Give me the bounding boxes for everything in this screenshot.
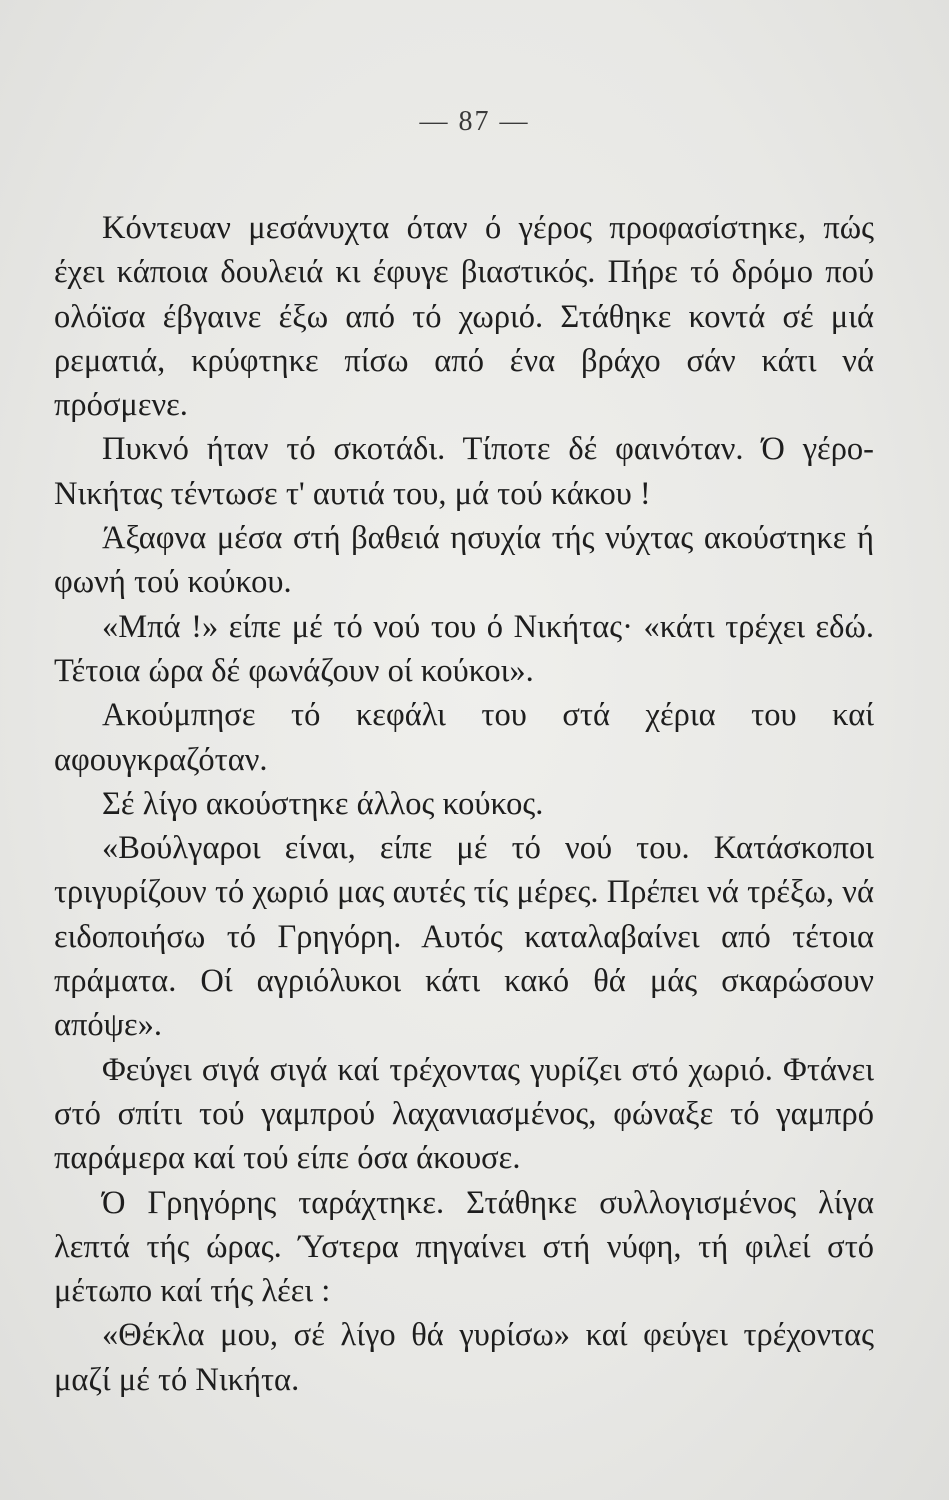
paragraph: «Μπά !» είπε μέ τό νού του ό Νικήτας· «κάτι τρέχει εδώ. Τέτοια ώρα δέ φωνάζουν οί κούκοι». — [54, 608, 874, 689]
body-text — [54, 206, 874, 1402]
paragraph: Κόντευαν μεσάνυχτα όταν ό γέρος προφασίστηκε, πώς έχει κάποια δουλειά κι έφυγε βιαστικός. Πήρε τό δρόμο πού ολόϊσα έβγαινε έξω από τό χωριό. Στάθηκε κοντά σέ μιά ρεματιά, κρύφτηκε πίσω από ένα βράχο σάν κάτι νά πρόσμενε. — [54, 210, 874, 424]
paragraph: «Θέκλα μου, σέ λίγο θά γυρίσω» καί φεύγει τρέχοντας μαζί μέ τό Νικήτα. — [54, 1317, 874, 1398]
paragraph: Φεύγει σιγά σιγά καί τρέχοντας γυρίζει στό χωριό. Φτάνει στό σπίτι τού γαμπρού λαχανιασμένος, φώναξε τό γαμπρό παράμερα καί τού είπε όσα άκουσε. — [54, 1051, 874, 1177]
paragraph: Ό Γρηγόρης ταράχτηκε. Στάθηκε συλλογισμένος λίγα λεπτά τής ώρας. Ύστερα πηγαίνει στή νύφη, τή φιλεί στό μέτωπο καί τής λέει : — [54, 1184, 874, 1310]
page-number: — 87 — — [419, 106, 530, 137]
paragraph: Ακούμπησε τό κεφάλι του στά χέρια του καί αφουγκραζόταν. — [54, 697, 874, 778]
paragraph: Σέ λίγο ακούστηκε άλλος κούκος. — [102, 785, 544, 822]
paragraph: «Βούλγαροι είναι, είπε μέ τό νού του. Κατάσκοποι τριγυρίζουν τό χωριό μας αυτές τίς μέρες. Πρέπει νά τρέξω, νά ειδοποιήσω τό Γρηγόρη. Αυτός καταλαβαίνει από τέτοια πράματα. Οί αγριόλυκοι κάτι κακό θά μάς σκαρώσουν απόψε». — [54, 830, 874, 1044]
paragraph: Άξαφνα μέσα στή βαθειά ησυχία τής νύχτας ακούστηκε ή φωνή τού κούκου. — [54, 520, 874, 601]
paragraph: Πυκνό ήταν τό σκοτάδι. Τίποτε δέ φαινόταν. Ό γέρο-Νικήτας τέντωσε τ' αυτιά του, μά τού κάκου ! — [54, 431, 874, 512]
